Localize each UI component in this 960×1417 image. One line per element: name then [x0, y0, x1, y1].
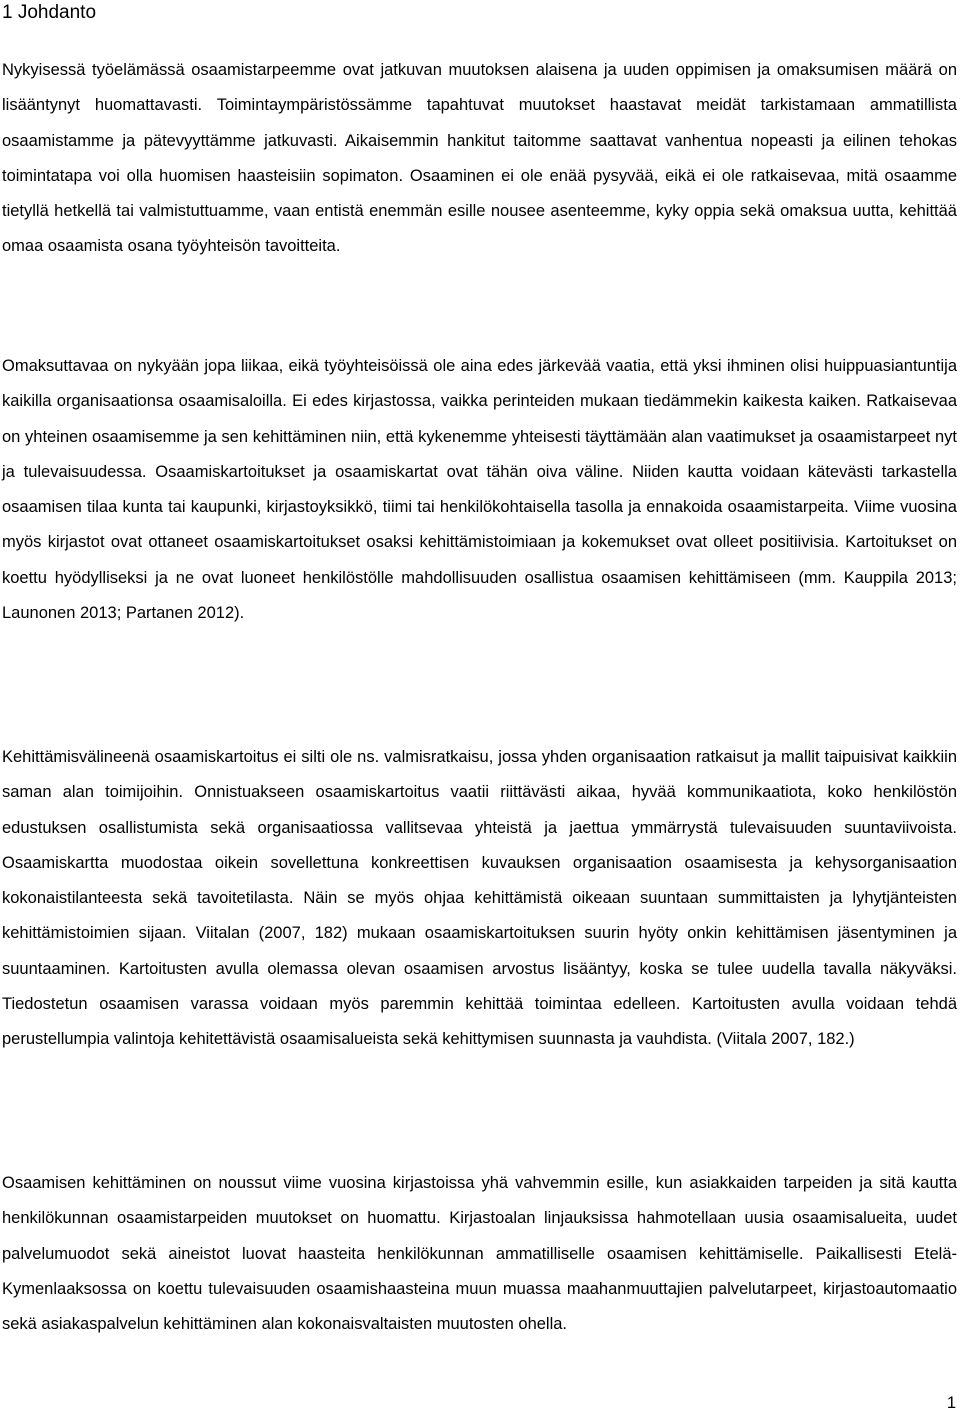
page-number: 1	[946, 1394, 956, 1412]
paragraph-3: Kehittämisvälineenä osaamiskartoitus ei silti ole ns. valmisratkaisu, jossa yhden organisaation ratkaisut ja mallit taipuisivat kaikkiin saman alan toimijoihin. Onnistuakseen osaamiskartoitus vaatii riittävästi aikaa, hyvää kommunikaatiota, koko henkilöstön edustuksen osallistumista sekä organisaatiossa vallitsevaa yhteistä ja jaettua ymmärrystä tulevaisuuden suuntaviivoista. Osaamiskartta muodostaa oikein sovellettuna konkreettisen kuvauksen organisaation osaamisesta ja kehysorganisaation kokonaistilanteesta sekä tavoitetilasta. Näin se myös ohjaa kehittämistä oikeaan suuntaan summittaisten ja lyhytjänteisten kehittämistoimien sijaan. Viitalan (2007, 182) mukaan osaamiskartoituksen suurin hyöty onkin kehittämisen jäsentyminen ja suuntaaminen. Kartoitusten avulla olemassa olevan osaamisen arvostus lisääntyy, koska se tulee uudella tavalla näkyväksi. Tiedostetun osaamisen varassa voidaan myös paremmin kehittää toimintaa edelleen. Kartoitusten avulla voidaan tehdä perustellumpia valintoja kehitettävistä osaamisalueista sekä kehittymisen suunnasta ja vauhdista. (Viitala 2007, 182.)	[2, 748, 957, 1049]
paragraph-1: Nykyisessä työelämässä osaamistarpeemme ovat jatkuvan muutoksen alaisena ja uuden oppimisen ja omaksumisen määrä on lisääntynyt huomattavasti. Toimintaympäristössämme tapahtuvat muutokset haastavat meidät tarkistamaan ammatillista osaamistamme ja pätevyyttämme jatkuvasti. Aikaisemmin hankitut taitomme saattavat vanhentua nopeasti ja eilinen tehokas toimintatapa voi olla huomisen haasteisiin sopimaton. Osaaminen ei ole enää pysyvää, eikä ei ole ratkaisevaa, mitä osaamme tietyllä hetkellä tai valmistuttuamme, vaan entistä enemmän esille nousee asenteemme, kyky oppia sekä omaksua uutta, kehittää omaa osaamista osana työyhteisön tavoitteita.	[2, 61, 957, 256]
section-heading: 1 Johdanto	[2, 2, 97, 23]
paragraph-4: Osaamisen kehittäminen on noussut viime vuosina kirjastoissa yhä vahvemmin esille, kun asiakkaiden tarpeiden ja sitä kautta henkilökunnan osaamistarpeiden muutokset on huomattu. Kirjastoalan linjauksissa hahmotellaan uusia osaamisalueita, uudet palvelumuodot sekä aineistot luovat haasteita henkilökunnan ammatilliselle osaamisen kehittämiselle. Paikallisesti Etelä-Kymenlaaksossa on koettu tulevaisuuden osaamishaasteina muun muassa maahanmuuttajien palvelutarpeet, kirjastoautomaatio sekä asiakaspalvelun kehittäminen alan kokonaisvaltaisten muutosten ohella.	[2, 1174, 957, 1334]
paragraph-2: Omaksuttavaa on nykyään jopa liikaa, eikä työyhteisöissä ole aina edes järkevää vaatia, että yksi ihminen olisi huippuasiantuntija kaikilla organisaationsa osaamisaloilla. Ei edes kirjastossa, vaikka perinteiden mukaan tiedämmekin kaikesta kaiken. Ratkaisevaa on yhteinen osaamisemme ja sen kehittäminen niin, että kykenemme yhteisesti täyttämään alan vaatimukset ja osaamistarpeet nyt ja tulevaisuudessa. Osaamiskartoitukset ja osaamiskartat ovat tähän oiva väline. Niiden kautta voidaan kätevästi tarkastella osaamisen tilaa kunta tai kaupunki, kirjastoyksikkö, tiimi tai henkilökohtaisella tasolla ja ennakoida osaamistarpeita. Viime vuosina myös kirjastot ovat ottaneet osaamiskartoitukset osaksi kehittämistoimiaan ja kokemukset ovat olleet positiivisia. Kartoitukset on koettu hyödylliseksi ja ne ovat luoneet henkilöstölle mahdollisuuden osallistua osaamisen kehittämiseen (mm. Kauppila 2013; Launonen 2013; Partanen 2012).	[2, 357, 957, 623]
